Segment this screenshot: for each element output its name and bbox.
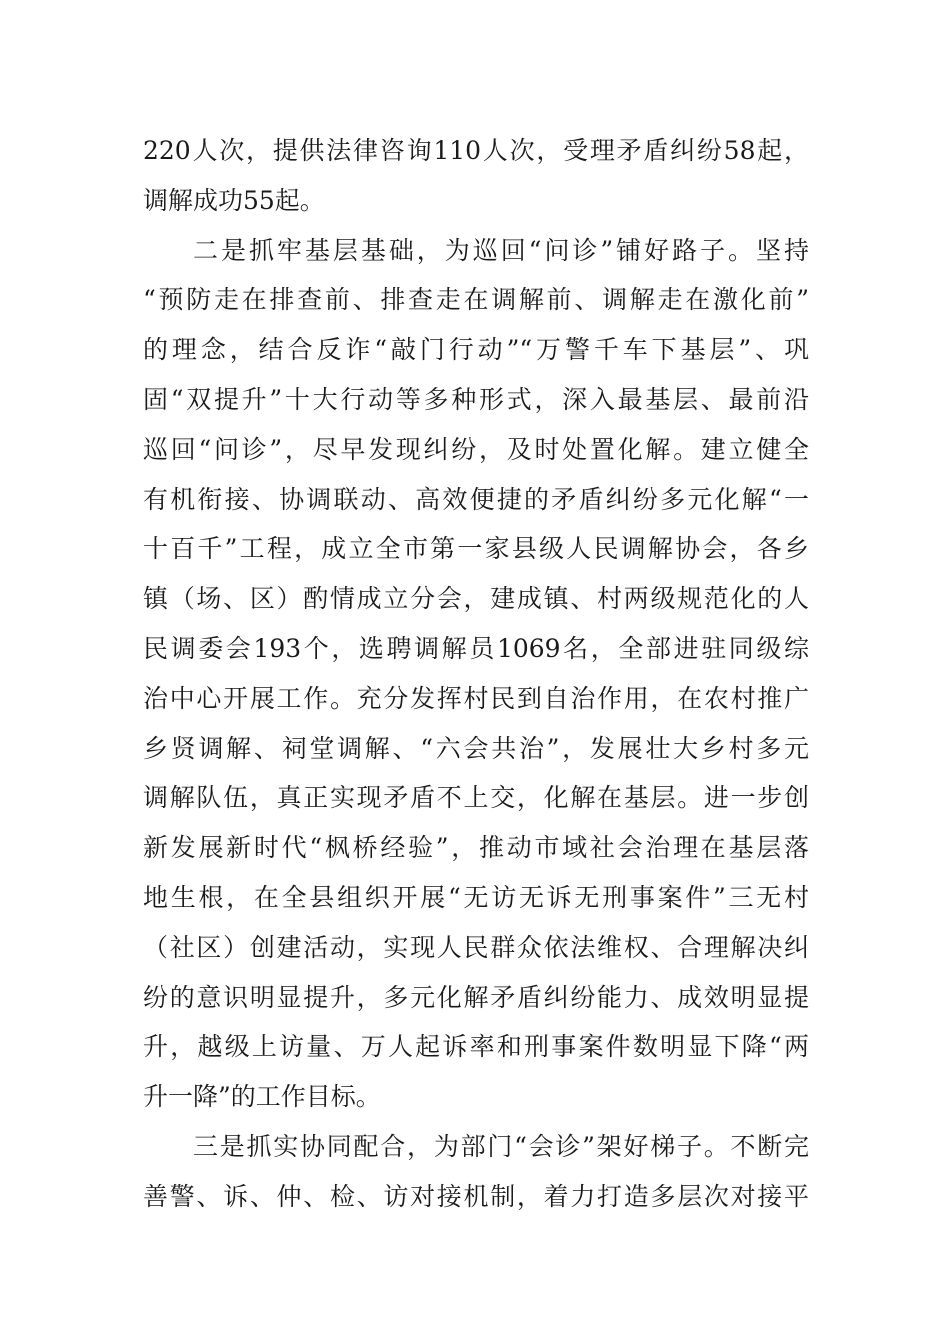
text-line: 固“双提升”十大行动等多种形式，深入最基层、最前沿 — [143, 384, 809, 414]
text-line: 220人次，提供法律咨询110人次，受理矛盾纠纷58起， — [143, 136, 809, 165]
text-line: 纷的意识明显提升，多元化解矛盾纠纷能力、成效明显提 — [143, 982, 809, 1012]
text-line: 巡回“问诊”，尽早发现纠纷，及时处置化解。建立健全 — [143, 434, 809, 464]
text-line: 地生根，在全县组织开展“无访无诉无刑事案件”三无村 — [143, 882, 809, 912]
text-line: “预防走在排查前、排查走在调解前、调解走在激化前” — [143, 285, 809, 315]
text-line: 三是抓实协同配合，为部门“会诊”架好梯子。不断完 — [193, 1131, 809, 1161]
body-text — [143, 126, 809, 1222]
text-line: 二是抓牢基层基础，为巡回“问诊”铺好路子。坚持 — [193, 235, 809, 265]
text-line: 镇（场、区）酌情成立分会，建成镇、村两级规范化的人 — [143, 584, 809, 614]
text-line: 的理念，结合反诈“敲门行动”“万警千车下基层”、巩 — [143, 335, 809, 365]
text-line: 有机衔接、协调联动、高效便捷的矛盾纠纷多元化解“一 — [143, 484, 809, 514]
text-line: 善警、诉、仲、检、访对接机制，着力打造多层次对接平 — [143, 1181, 809, 1211]
text-line: 民调委会193个，选聘调解员1069名，全部进驻同级综 — [143, 633, 809, 663]
text-line: 新发展新时代“枫桥经验”，推动市域社会治理在基层落 — [143, 833, 809, 863]
text-line: 治中心开展工作。充分发挥村民到自治作用，在农村推广 — [143, 683, 809, 713]
text-line: 升一降”的工作目标。 — [143, 1082, 381, 1112]
text-line: 十百千”工程，成立全市第一家县级人民调解协会，各乡 — [143, 534, 809, 564]
text-line: （社区）创建活动，实现人民群众依法维权、合理解决纠 — [143, 932, 809, 962]
text-line: 乡贤调解、祠堂调解、“六会共治”，发展壮大乡村多元 — [143, 733, 809, 763]
text-line: 升，越级上访量、万人起诉率和刑事案件数明显下降“两 — [143, 1032, 809, 1062]
text-line: 调解成功55起。 — [143, 185, 325, 215]
text-line: 调解队伍，真正实现矛盾不上交，化解在基层。进一步创 — [143, 783, 809, 813]
